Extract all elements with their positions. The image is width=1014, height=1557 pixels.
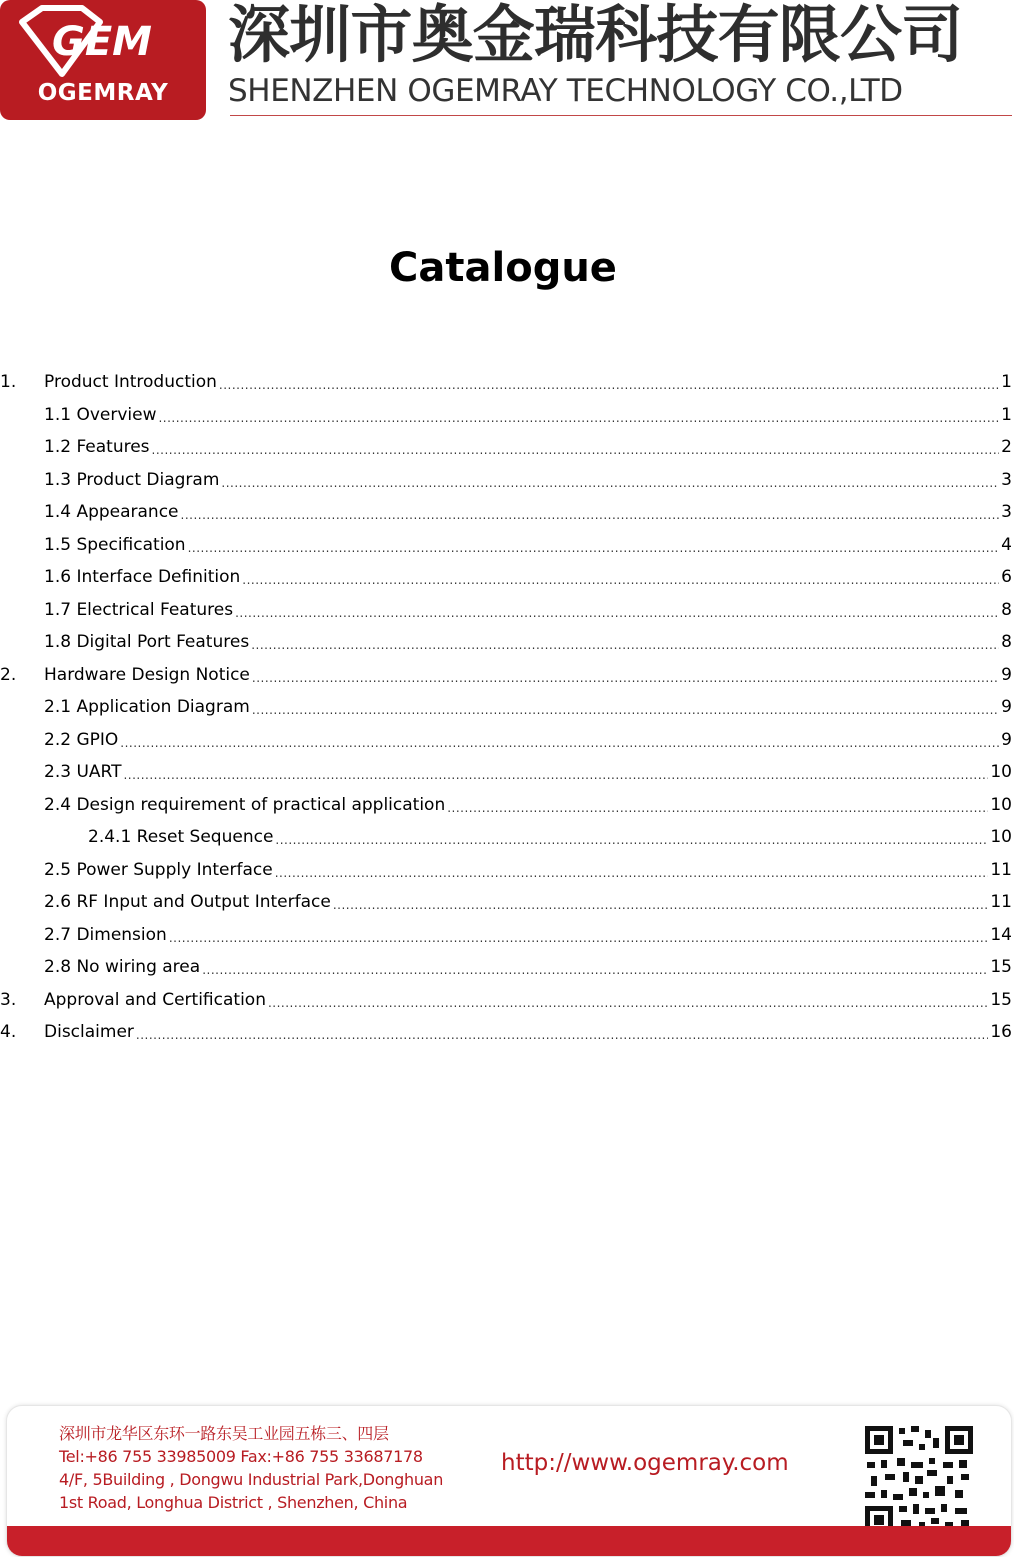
toc-entry-number: 1. bbox=[0, 372, 17, 393]
toc-entry-label[interactable]: 1.1 Overview bbox=[44, 404, 157, 425]
toc-dot-leader bbox=[158, 411, 999, 425]
toc-entry-label[interactable]: 1.7 Electrical Features bbox=[44, 599, 234, 620]
toc-entry[interactable] bbox=[0, 464, 1014, 497]
toc-entry[interactable] bbox=[0, 561, 1014, 594]
toc-dot-leader bbox=[275, 866, 989, 880]
toc-entry-page: 15 bbox=[990, 957, 1012, 978]
toc-dot-leader bbox=[202, 963, 988, 977]
toc-entry-label[interactable]: 1.5 Specification bbox=[44, 534, 186, 555]
toc-entry-label[interactable]: Product Introduction bbox=[44, 372, 217, 393]
header-divider bbox=[230, 115, 1012, 116]
toc-entry[interactable] bbox=[0, 951, 1014, 984]
toc-entry-label[interactable]: 2.8 No wiring area bbox=[44, 957, 201, 978]
address-en-line-1: 4/F, 5Building , Dongwu Industrial Park,Donghuan bbox=[59, 1470, 444, 1489]
logo-mark-text: GEM bbox=[52, 19, 152, 65]
toc-dot-leader bbox=[235, 606, 999, 620]
toc-entry[interactable] bbox=[0, 854, 1014, 887]
toc-entry-page: 15 bbox=[990, 989, 1012, 1010]
toc-entry[interactable] bbox=[0, 886, 1014, 919]
toc-entry-page: 9 bbox=[1001, 664, 1012, 685]
toc-entry[interactable] bbox=[0, 821, 1014, 854]
toc-entry-number: 2. bbox=[0, 664, 17, 685]
toc-entry-page: 14 bbox=[990, 924, 1012, 945]
toc-entry-page: 1 bbox=[1001, 404, 1012, 425]
toc-entry-page: 1 bbox=[1001, 372, 1012, 393]
logo-wordmark: OGEMRAY bbox=[37, 80, 169, 106]
toc-entry-page: 16 bbox=[990, 1022, 1012, 1043]
toc-entry[interactable] bbox=[0, 659, 1014, 692]
toc-entry-page: 10 bbox=[990, 794, 1012, 815]
toc-dot-leader bbox=[251, 638, 999, 652]
toc-entry-page: 9 bbox=[1001, 697, 1012, 718]
toc-dot-leader bbox=[221, 476, 999, 490]
toc-entry[interactable] bbox=[0, 399, 1014, 432]
toc-entry-label[interactable]: Disclaimer bbox=[44, 1022, 134, 1043]
address-en-line-2: 1st Road, Longhua District , Shenzhen, China bbox=[59, 1493, 408, 1512]
toc-entry-label[interactable]: 2.4 Design requirement of practical application bbox=[44, 794, 446, 815]
footer-accent-bar bbox=[7, 1526, 1011, 1556]
toc-entry-label[interactable]: Hardware Design Notice bbox=[44, 664, 250, 685]
toc-entry-label[interactable]: 1.4 Appearance bbox=[44, 502, 179, 523]
toc-entry-page: 10 bbox=[990, 827, 1012, 848]
contact-address bbox=[59, 1422, 443, 1514]
toc-dot-leader bbox=[120, 736, 999, 750]
toc-entry[interactable] bbox=[0, 919, 1014, 952]
toc-entry[interactable] bbox=[0, 789, 1014, 822]
toc-entry-label[interactable]: 1.6 Interface Definition bbox=[44, 567, 241, 588]
toc-entry-page: 4 bbox=[1001, 534, 1012, 555]
toc-entry-page: 3 bbox=[1001, 469, 1012, 490]
toc-dot-leader bbox=[136, 1028, 988, 1042]
toc-entry[interactable] bbox=[0, 756, 1014, 789]
toc-dot-leader bbox=[252, 671, 999, 685]
toc-entry-number: 4. bbox=[0, 1022, 17, 1043]
company-name-cn: 深圳市奥金瑞科技有限公司 bbox=[228, 0, 963, 71]
toc-dot-leader bbox=[181, 508, 1000, 522]
footer bbox=[6, 1405, 1012, 1557]
toc-entry[interactable] bbox=[0, 984, 1014, 1017]
tel-fax: Tel:+86 755 33985009 Fax:+86 755 33687178 bbox=[59, 1447, 423, 1466]
toc-dot-leader bbox=[268, 996, 988, 1010]
toc-entry-page: 3 bbox=[1001, 502, 1012, 523]
toc-entry-label[interactable]: 2.6 RF Input and Output Interface bbox=[44, 892, 331, 913]
toc-entry[interactable] bbox=[0, 529, 1014, 562]
toc-entry[interactable] bbox=[0, 496, 1014, 529]
toc-dot-leader bbox=[447, 801, 988, 815]
toc-entry-page: 8 bbox=[1001, 599, 1012, 620]
toc-dot-leader bbox=[252, 703, 999, 717]
toc-dot-leader bbox=[242, 573, 999, 587]
address-cn: 深圳市龙华区东环一路东吴工业园五栋三、四层 bbox=[59, 1424, 389, 1443]
gem-diamond-icon bbox=[0, 0, 206, 80]
website-link[interactable]: http://www.ogemray.com bbox=[501, 1450, 789, 1476]
toc-entry-label[interactable]: 2.3 UART bbox=[44, 762, 122, 783]
toc-entry[interactable] bbox=[0, 691, 1014, 724]
toc-entry-page: 10 bbox=[990, 762, 1012, 783]
toc-entry-label[interactable]: 2.1 Application Diagram bbox=[44, 697, 250, 718]
toc-entry-label[interactable]: 2.4.1 Reset Sequence bbox=[88, 827, 274, 848]
toc-entry[interactable] bbox=[0, 724, 1014, 757]
table-of-contents bbox=[0, 366, 1014, 1049]
toc-entry-number: 3. bbox=[0, 989, 17, 1010]
page-title: Catalogue bbox=[389, 245, 617, 291]
toc-entry[interactable] bbox=[0, 626, 1014, 659]
toc-entry-page: 2 bbox=[1001, 437, 1012, 458]
toc-dot-leader bbox=[123, 768, 988, 782]
toc-entry[interactable] bbox=[0, 1016, 1014, 1049]
toc-entry-label[interactable]: 1.2 Features bbox=[44, 437, 150, 458]
toc-entry-label[interactable]: 1.3 Product Diagram bbox=[44, 469, 220, 490]
toc-entry-label[interactable]: Approval and Certification bbox=[44, 989, 266, 1010]
toc-entry-label[interactable]: 2.2 GPIO bbox=[44, 729, 119, 750]
toc-entry[interactable] bbox=[0, 594, 1014, 627]
toc-entry-label[interactable]: 2.7 Dimension bbox=[44, 924, 167, 945]
toc-dot-leader bbox=[333, 898, 989, 912]
toc-dot-leader bbox=[275, 833, 988, 847]
company-name-en: SHENZHEN OGEMRAY TECHNOLOGY CO.,LTD bbox=[228, 73, 903, 109]
toc-entry-page: 11 bbox=[990, 859, 1012, 880]
toc-entry[interactable] bbox=[0, 366, 1014, 399]
toc-dot-leader bbox=[188, 541, 1000, 555]
qr-code-icon bbox=[863, 1424, 975, 1536]
toc-dot-leader bbox=[152, 443, 1000, 457]
company-logo bbox=[0, 0, 206, 120]
toc-entry-page: 11 bbox=[990, 892, 1012, 913]
toc-dot-leader bbox=[169, 931, 989, 945]
toc-entry[interactable] bbox=[0, 431, 1014, 464]
toc-entry-label[interactable]: 1.8 Digital Port Features bbox=[44, 632, 250, 653]
toc-dot-leader bbox=[219, 378, 999, 392]
toc-entry-page: 9 bbox=[1001, 729, 1012, 750]
toc-entry-label[interactable]: 2.5 Power Supply Interface bbox=[44, 859, 273, 880]
toc-entry-page: 8 bbox=[1001, 632, 1012, 653]
toc-entry-page: 6 bbox=[1001, 567, 1012, 588]
